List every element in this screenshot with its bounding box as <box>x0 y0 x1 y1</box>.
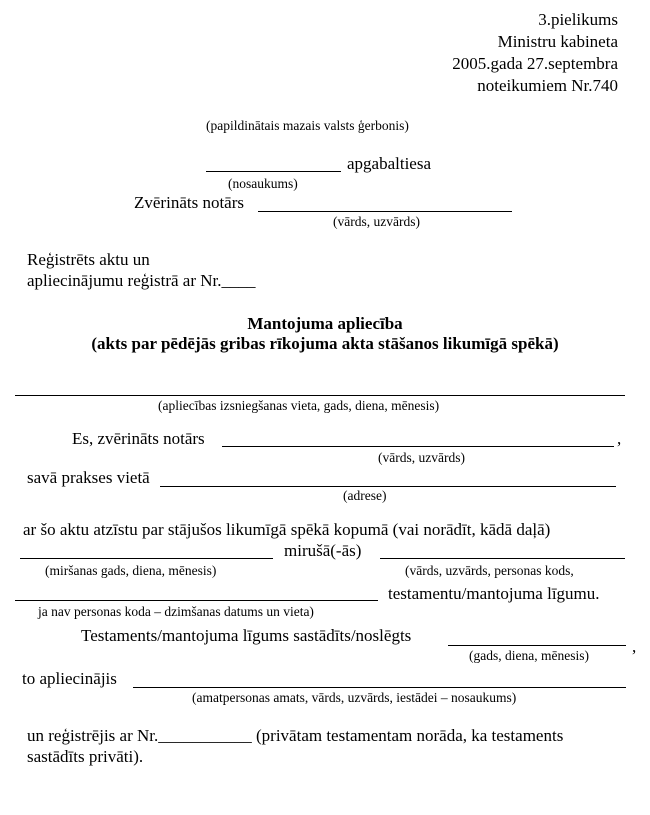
registry-number-blank: ____ <box>221 271 256 290</box>
notary-label: Zvērināts notārs <box>134 193 244 212</box>
regulation-number: noteikumiem Nr.740 <box>477 76 618 95</box>
drawn-up-label: Testaments/mantojuma līgums sastādīts/noslēgts <box>81 626 412 645</box>
registration-line-2: sastādīts privāti). <box>27 747 144 766</box>
regulation-date: 2005.gada 27.septembra <box>452 54 618 73</box>
registration-line-1 <box>27 726 563 746</box>
notary-intro-line <box>222 446 614 447</box>
registration-number-blank: ___________ <box>158 726 252 745</box>
notary-caption: (vārds, uzvārds) <box>333 214 420 229</box>
certifier-label: to apliecinājis <box>22 669 117 688</box>
death-date-line <box>20 558 273 559</box>
notary-intro: Es, zvērināts notārs <box>72 429 205 448</box>
testament-label: testamentu/mantojuma līgumu. <box>388 584 600 603</box>
certifier-line <box>133 687 626 688</box>
drawn-up-comma: , <box>632 637 637 656</box>
registry-prefix: apliecinājumu reģistrā ar Nr. <box>27 271 222 290</box>
document-title: Mantojuma apliecība <box>247 314 403 333</box>
person-caption-continued: ja nav personas koda – dzimšanas datums un vieta) <box>38 604 314 619</box>
registration-prefix: un reģistrējis ar Nr. <box>27 726 159 745</box>
court-caption: (nosaukums) <box>228 176 298 191</box>
registration-note: (privātam testamentam norāda, ka testaments <box>251 726 564 745</box>
notary-intro-comma: , <box>617 429 622 448</box>
notary-name-line <box>258 211 512 212</box>
address-caption: (adrese) <box>343 488 387 503</box>
person-details-line <box>15 600 378 601</box>
court-name-line <box>206 171 341 172</box>
issue-place-line <box>15 395 625 396</box>
coat-of-arms-note: (papildinātais mazais valsts ģerbonis) <box>206 118 409 133</box>
notary-intro-caption: (vārds, uzvārds) <box>378 450 465 465</box>
person-caption: (vārds, uzvārds, personas kods, <box>405 563 574 578</box>
court-suffix: apgabaltiesa <box>347 154 432 173</box>
annex-number: 3.pielikums <box>538 10 618 29</box>
deceased-label: mirušā(-ās) <box>284 541 362 560</box>
document-subtitle: (akts par pēdējās gribas rīkojuma akta stāšanos likumīgā spēkā) <box>91 334 559 353</box>
certify-text: ar šo aktu atzīstu par stājušos likumīgā spēkā kopumā (vai norādīt, kādā daļā) <box>23 520 551 539</box>
drawn-up-caption: (gads, diena, mēnesis) <box>469 648 589 663</box>
certifier-caption: (amatpersonas amats, vārds, uzvārds, iestādei – nosaukums) <box>192 690 517 705</box>
deceased-name-line <box>380 558 625 559</box>
practice-address-line <box>160 486 616 487</box>
registry-line-2 <box>27 271 255 291</box>
practice-label: savā prakses vietā <box>27 468 150 487</box>
registry-line-1: Reģistrēts aktu un <box>27 250 150 269</box>
issuer-line: Ministru kabineta <box>497 32 618 51</box>
drawn-up-date-line <box>448 645 626 646</box>
death-caption: (miršanas gads, diena, mēnesis) <box>45 563 217 578</box>
issue-caption: (apliecības izsniegšanas vieta, gads, diena, mēnesis) <box>158 398 440 413</box>
